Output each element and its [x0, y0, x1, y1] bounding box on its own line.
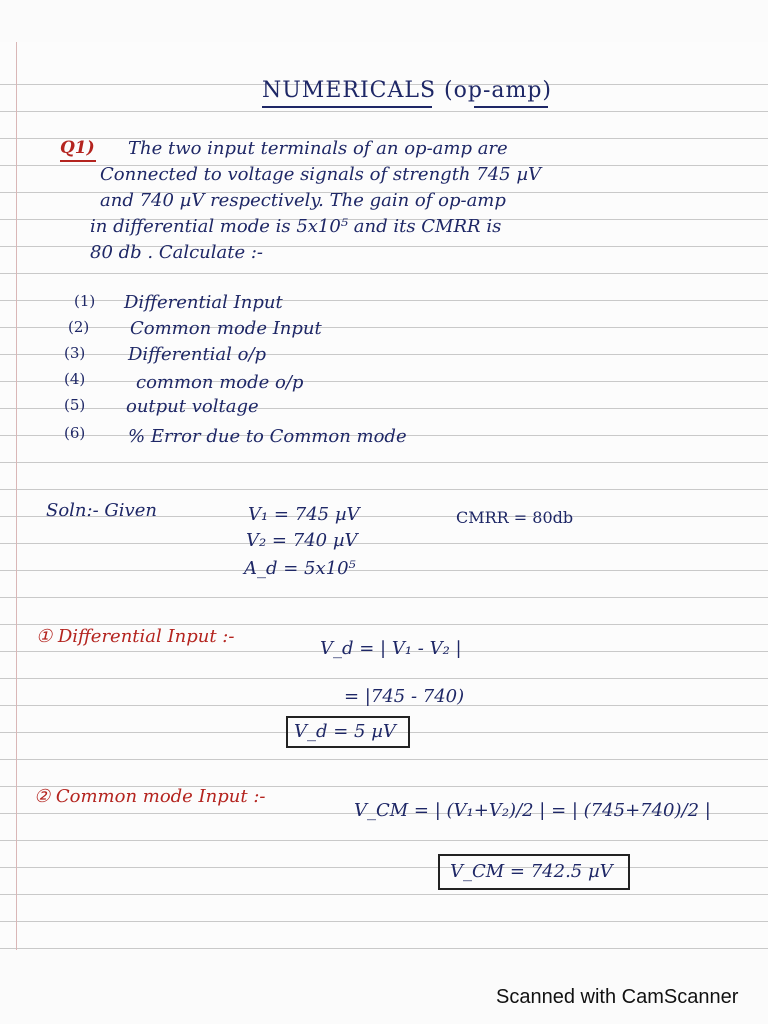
- step1-substitution: = |745 - 740): [344, 686, 465, 707]
- step2-result-box: [438, 854, 630, 890]
- given-ad: A_d = 5x10⁵: [244, 558, 356, 579]
- question-line: in differential mode is 5x10⁵ and its CMRR is: [90, 216, 502, 237]
- title-underline-2: [474, 106, 548, 108]
- question-line: Connected to voltage signals of strength 745 µV: [100, 164, 542, 185]
- part-number: (6): [64, 424, 86, 442]
- scanner-watermark: Scanned with CamScanner: [496, 986, 739, 1008]
- step2-heading: ② Common mode Input :-: [34, 786, 266, 807]
- question-line: The two input terminals of an op-amp are: [128, 138, 508, 159]
- part-number: (5): [64, 396, 86, 414]
- part-label: Differential Input: [124, 292, 283, 313]
- step1-formula: V_d = | V₁ - V₂ |: [320, 638, 462, 659]
- step1-result-box: [286, 716, 410, 748]
- margin-line: [16, 42, 17, 950]
- page-title: NUMERICALS (op-amp): [262, 78, 553, 103]
- given-v2: V₂ = 740 µV: [246, 530, 358, 551]
- part-number: (4): [64, 370, 86, 388]
- part-label: Differential o/p: [128, 344, 267, 365]
- step1-heading: ① Differential Input :-: [36, 626, 235, 647]
- step2-result: V_CM = 742.5 µV: [450, 861, 613, 882]
- question-number: Q1): [60, 138, 95, 158]
- part-label: common mode o/p: [136, 372, 304, 393]
- part-label: output voltage: [126, 396, 259, 417]
- part-number: (1): [74, 292, 96, 310]
- given-v1: V₁ = 745 µV: [248, 504, 360, 525]
- step1-result: V_d = 5 µV: [294, 721, 396, 742]
- step2-formula: V_CM = | (V₁+V₂)/2 | = | (745+740)/2 |: [354, 800, 711, 821]
- given-cmrr: CMRR = 80db: [456, 508, 574, 527]
- question-number-underline: [60, 160, 96, 162]
- part-label: % Error due to Common mode: [128, 426, 407, 447]
- notebook-page: [0, 42, 768, 950]
- part-number: (2): [68, 318, 90, 336]
- solution-heading: Soln:- Given: [46, 500, 157, 521]
- question-line: and 740 µV respectively. The gain of op-amp: [100, 190, 506, 211]
- title-underline: [262, 106, 432, 108]
- part-number: (3): [64, 344, 86, 362]
- question-line: 80 db . Calculate :-: [90, 242, 264, 263]
- part-label: Common mode Input: [130, 318, 322, 339]
